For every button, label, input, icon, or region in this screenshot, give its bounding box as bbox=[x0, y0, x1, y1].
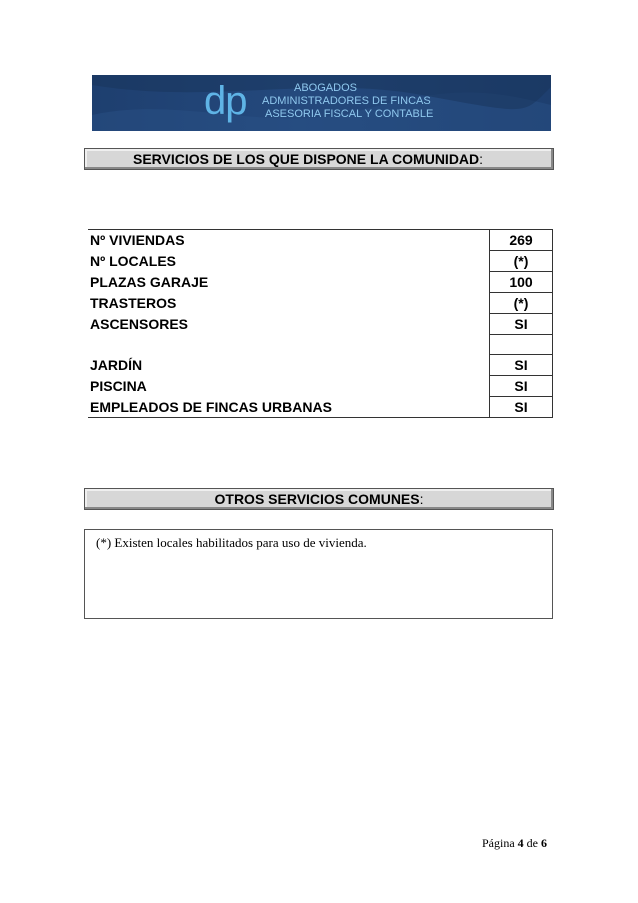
footer-page-separator: de bbox=[526, 836, 538, 850]
logo-line-abogados: ABOGADOS bbox=[294, 82, 357, 94]
footer-page-number: 4 bbox=[517, 836, 524, 850]
table-row bbox=[88, 230, 553, 251]
table-row bbox=[88, 314, 553, 335]
footer-page-total: 6 bbox=[541, 836, 547, 850]
company-logo-text bbox=[262, 82, 433, 121]
service-label: TRASTEROS bbox=[88, 293, 490, 314]
footer-page-prefix: Página bbox=[482, 836, 515, 850]
service-label: ASCENSORES bbox=[88, 314, 490, 335]
service-label: JARDÍN bbox=[88, 355, 490, 376]
notes-box bbox=[84, 529, 553, 619]
page-footer bbox=[482, 836, 547, 851]
service-label: EMPLEADOS DE FINCAS URBANAS bbox=[88, 397, 490, 418]
section-title-servicios bbox=[84, 148, 554, 170]
table-row bbox=[88, 376, 553, 397]
service-value: SI bbox=[490, 376, 553, 397]
service-label bbox=[88, 335, 490, 355]
service-value: (*) bbox=[490, 293, 553, 314]
table-row bbox=[88, 397, 553, 418]
table-row-empty bbox=[88, 335, 553, 355]
service-value bbox=[490, 335, 553, 355]
logo-line-administradores: ADMINISTRADORES DE FINCAS bbox=[262, 95, 431, 107]
company-logo-mark: dp bbox=[204, 79, 247, 123]
service-label: PISCINA bbox=[88, 376, 490, 397]
notes-text: (*) Existen locales habilitados para uso de vivienda. bbox=[96, 535, 367, 550]
section-title-servicios-colon: : bbox=[479, 151, 484, 167]
logo-line-asesoria: ASESORIA FISCAL Y CONTABLE bbox=[265, 108, 434, 120]
header-banner bbox=[92, 75, 551, 131]
table-row bbox=[88, 355, 553, 376]
table-row bbox=[88, 272, 553, 293]
services-table bbox=[88, 229, 553, 418]
service-value: (*) bbox=[490, 251, 553, 272]
section-title-otros-colon: : bbox=[419, 491, 424, 507]
service-value: 100 bbox=[490, 272, 553, 293]
table-row bbox=[88, 251, 553, 272]
service-label: Nº LOCALES bbox=[88, 251, 490, 272]
service-value: 269 bbox=[490, 230, 553, 251]
service-label: PLAZAS GARAJE bbox=[88, 272, 490, 293]
table-row bbox=[88, 293, 553, 314]
service-value: SI bbox=[490, 314, 553, 335]
section-title-otros-text: OTROS SERVICIOS COMUNES bbox=[214, 491, 420, 507]
section-title-otros-servicios bbox=[84, 488, 554, 510]
section-title-servicios-text: SERVICIOS DE LOS QUE DISPONE LA COMUNIDAD bbox=[133, 151, 480, 167]
service-value: SI bbox=[490, 397, 553, 418]
service-label: Nº VIVIENDAS bbox=[88, 230, 490, 251]
service-value: SI bbox=[490, 355, 553, 376]
